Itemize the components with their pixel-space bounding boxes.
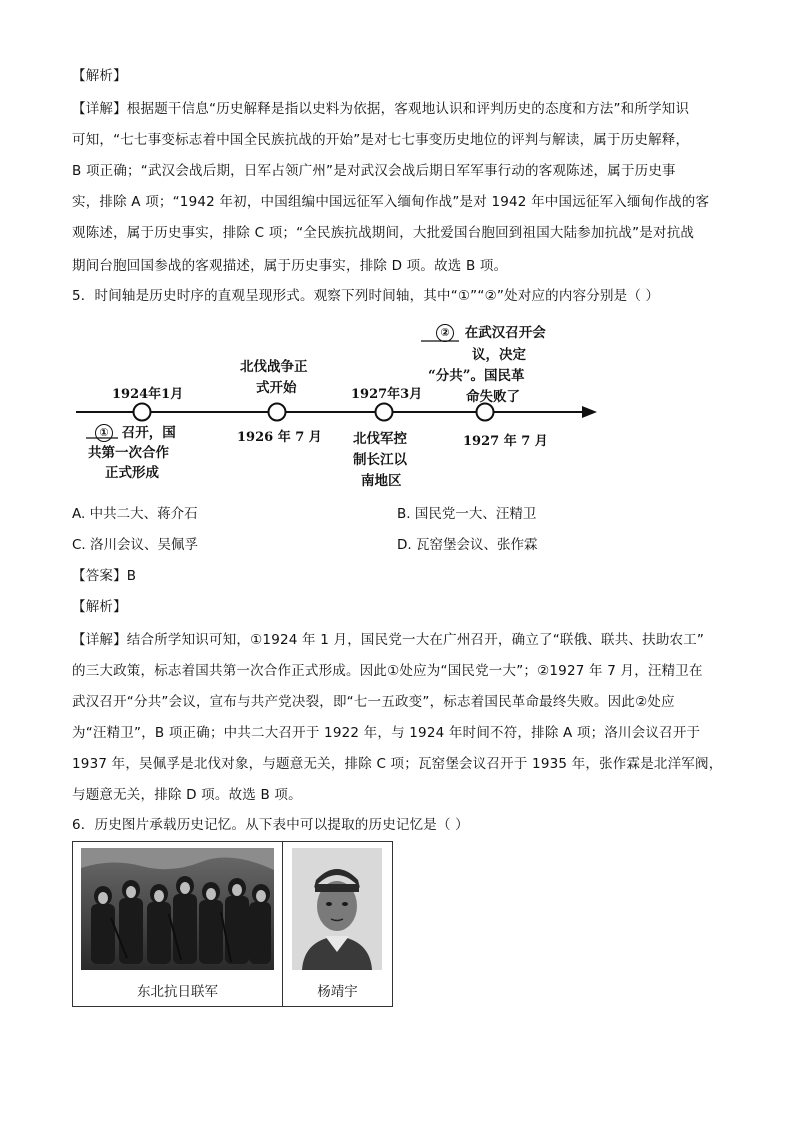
timeline-event-4-line-3: “分共”。国民革 bbox=[428, 368, 525, 384]
analysis-line: 与题意无关，排除 D 项。故选 B 项。 bbox=[72, 787, 302, 803]
question-5-stem: 5．时间轴是历史时序的直观呈现形式。观察下列时间轴，其中“①”“②”处对应的内容分别是（ ） bbox=[72, 288, 660, 304]
timeline-event-2-line-2: 式开始 bbox=[256, 380, 297, 396]
option-a: A. 中共二大、蒋介石 bbox=[72, 506, 198, 522]
photo-cell-1 bbox=[73, 842, 283, 1006]
yang-jingyu-portrait bbox=[292, 848, 382, 970]
photo-caption-1: 东北抗日联军 bbox=[137, 984, 218, 1000]
photo-table bbox=[72, 841, 393, 1007]
timeline-event-1-line-1: 召开，国 bbox=[121, 425, 176, 441]
timeline-event-1-line-3: 正式形成 bbox=[105, 465, 159, 481]
photo-caption-2: 杨靖宇 bbox=[317, 984, 358, 1000]
analysis-label: 【解析】 bbox=[72, 68, 127, 84]
timeline-date-1927-03: 1927年3月 bbox=[351, 387, 423, 402]
analysis-line: 【详解】结合所学知识可知，①1924 年 1 月，国民党一大在广州召开，确立了“联俄、联共、扶助农工” bbox=[72, 632, 705, 648]
option-b: B. 国民党一大、汪精卫 bbox=[397, 506, 537, 522]
answer-label: 【答案】B bbox=[72, 568, 137, 584]
photo-cell-2 bbox=[283, 842, 392, 1006]
analysis-line: 实，排除 A 项；“1942 年初，中国组编中国远征军入缅甸作战”是对 1942 年中国远征军入缅甸作战的客 bbox=[72, 194, 710, 210]
timeline-event-4-line-4: 命失败了 bbox=[466, 389, 520, 405]
analysis-line: B 项正确；“武汉会战后期，日军占领广州”是对武汉会战后期日军军事行动的客观陈述，属于历史事 bbox=[72, 163, 676, 179]
timeline-event-2-line-1: 北伐战争正 bbox=[240, 359, 308, 375]
circled-number-2: ② bbox=[436, 324, 454, 342]
timeline-event-4 bbox=[436, 323, 546, 344]
analysis-line: 武汉召开“分共”会议，宣布与共产党决裂，即“七一五政变”，标志着国民革命最终失败。因此②处应 bbox=[72, 694, 675, 710]
timeline-event-1 bbox=[95, 423, 176, 444]
timeline-event-3-line-1: 北伐军控 bbox=[353, 431, 407, 447]
analysis-label: 【解析】 bbox=[72, 599, 127, 615]
question-6-stem: 6．历史图片承载历史记忆。从下表中可以提取的历史记忆是（ ） bbox=[72, 817, 469, 833]
analysis-line: 期间台胞回国参战的客观描述，属于历史事实，排除 D 项。故选 B 项。 bbox=[72, 258, 508, 274]
timeline-date-1926-07: 1926 年 7 月 bbox=[237, 430, 322, 445]
timeline-event-3-line-2: 制长江以 bbox=[353, 452, 407, 468]
option-c: C. 洛川会议、吴佩孚 bbox=[72, 537, 199, 553]
timeline-event-3-line-3: 南地区 bbox=[361, 473, 402, 489]
timeline-date-1927-07: 1927 年 7 月 bbox=[463, 434, 548, 449]
timeline bbox=[0, 0, 794, 520]
analysis-line: 为“汪精卫”，B 项正确；中共二大召开于 1922 年，与 1924 年时间不符，排除 A 项；洛川会议召开于 bbox=[72, 725, 701, 741]
timeline-event-1-line-2: 共第一次合作 bbox=[88, 445, 169, 461]
analysis-line: 【详解】根据题干信息“历史解释是指以史料为依据，客观地认识和评判历史的态度和方法”和所学知识 bbox=[72, 101, 690, 117]
timeline-date-1924-01: 1924年1月 bbox=[112, 387, 184, 402]
analysis-line: 可知，“七七事变标志着中国全民族抗战的开始”是对七七事变历史地位的评判与解读，属于历史解释， bbox=[72, 132, 690, 148]
analysis-line: 观陈述，属于历史事实，排除 C 项；“全民族抗战期间，大批爱国台胞回到祖国大陆参加抗战”是对抗战 bbox=[72, 225, 695, 241]
timeline-event-4-line-1: 在武汉召开会 bbox=[464, 325, 546, 341]
timeline-event-4-line-2: 议，决定 bbox=[472, 347, 526, 363]
analysis-line: 的三大政策，标志着国共第一次合作正式形成。因此①处应为“国民党一大”；②1927 年 7 月，汪精卫在 bbox=[72, 663, 703, 679]
circled-number-1: ① bbox=[95, 424, 113, 442]
anti-japanese-army-photo bbox=[81, 848, 274, 970]
option-d: D. 瓦窑堡会议、张作霖 bbox=[397, 537, 538, 553]
analysis-line: 1937 年，吴佩孚是北伐对象，与题意无关，排除 C 项；瓦窑堡会议召开于 1935 年，张作霖是北洋军阀， bbox=[72, 756, 723, 772]
